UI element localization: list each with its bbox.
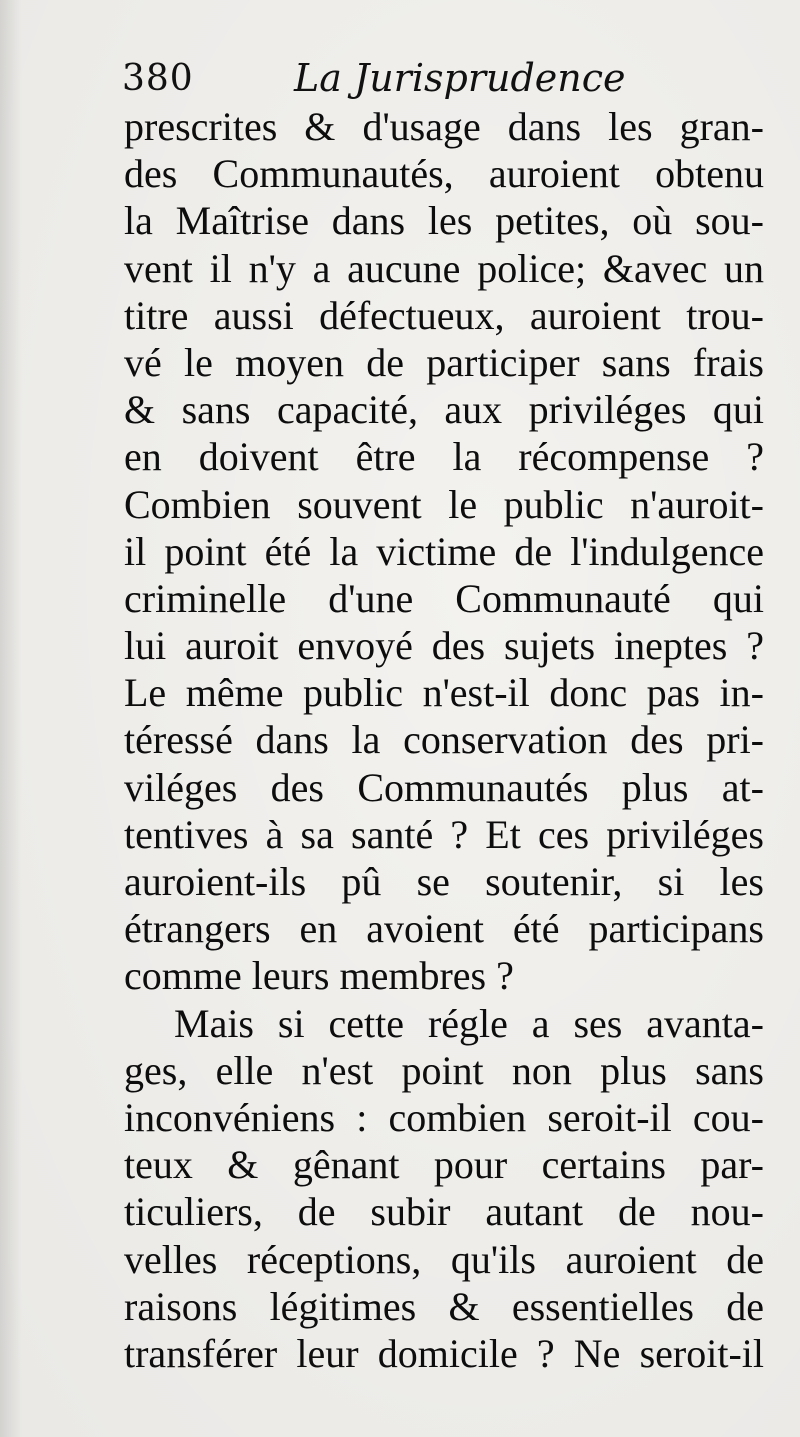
page-number: 380	[122, 58, 194, 99]
text-line: lui auroit envoyé des sujets ineptes ?	[124, 623, 764, 669]
text-line: la Maîtrise dans les petites, où sou-	[124, 198, 764, 244]
text-line: téressé dans la conservation des pri-	[124, 717, 764, 763]
page-header	[122, 50, 762, 106]
text-line: vent il n'y a aucune police; &avec un	[124, 245, 764, 291]
text-line: ges, elle n'est point non plus sans	[124, 1047, 764, 1093]
page-gutter-shadow	[0, 0, 22, 1437]
paragraph	[124, 1000, 764, 1378]
text-line: vé le moyen de participer sans frais	[124, 339, 764, 385]
text-line: teux & gênant pour certains par-	[124, 1142, 764, 1188]
text-line: Le même public n'est-il donc pas in-	[124, 670, 764, 716]
text-line: il point été la victime de l'indulgence	[124, 528, 764, 574]
text-line: ticuliers, de subir autant de nou-	[124, 1189, 764, 1235]
text-line: comme leurs membres ?	[124, 953, 514, 999]
text-line: prescrites & d'usage dans les gran-	[124, 104, 764, 149]
body-text	[124, 103, 764, 1377]
text-line: étrangers en avoient été participans	[124, 906, 764, 952]
text-line: viléges des Communautés plus at-	[124, 764, 764, 810]
text-line: titre aussi défectueux, auroient trou-	[124, 292, 764, 338]
text-line: Combien souvent le public n'auroit-	[124, 481, 764, 527]
text-line: raisons légitimes & essentielles de	[124, 1283, 764, 1329]
running-head: La Jurisprudence	[294, 56, 626, 100]
text-line: auroient-ils pû se soutenir, si les	[124, 859, 764, 904]
text-line: velles réceptions, qu'ils auroient de	[124, 1236, 764, 1282]
paragraph	[124, 103, 764, 1000]
text-line: & sans capacité, aux priviléges qui	[124, 387, 764, 433]
text-line: inconvéniens : combien seroit-il cou-	[124, 1094, 764, 1140]
text-line: transférer leur domicile ? Ne seroit-il	[124, 1330, 764, 1376]
text-line: en doivent être la récompense ?	[124, 434, 764, 480]
text-line: criminelle d'une Communauté qui	[124, 575, 764, 621]
text-line: des Communautés, auroient obtenu	[124, 151, 764, 197]
text-line: tentives à sa santé ? Et ces priviléges	[124, 811, 764, 857]
text-line: Mais si cette régle a ses avanta-	[174, 1000, 764, 1046]
